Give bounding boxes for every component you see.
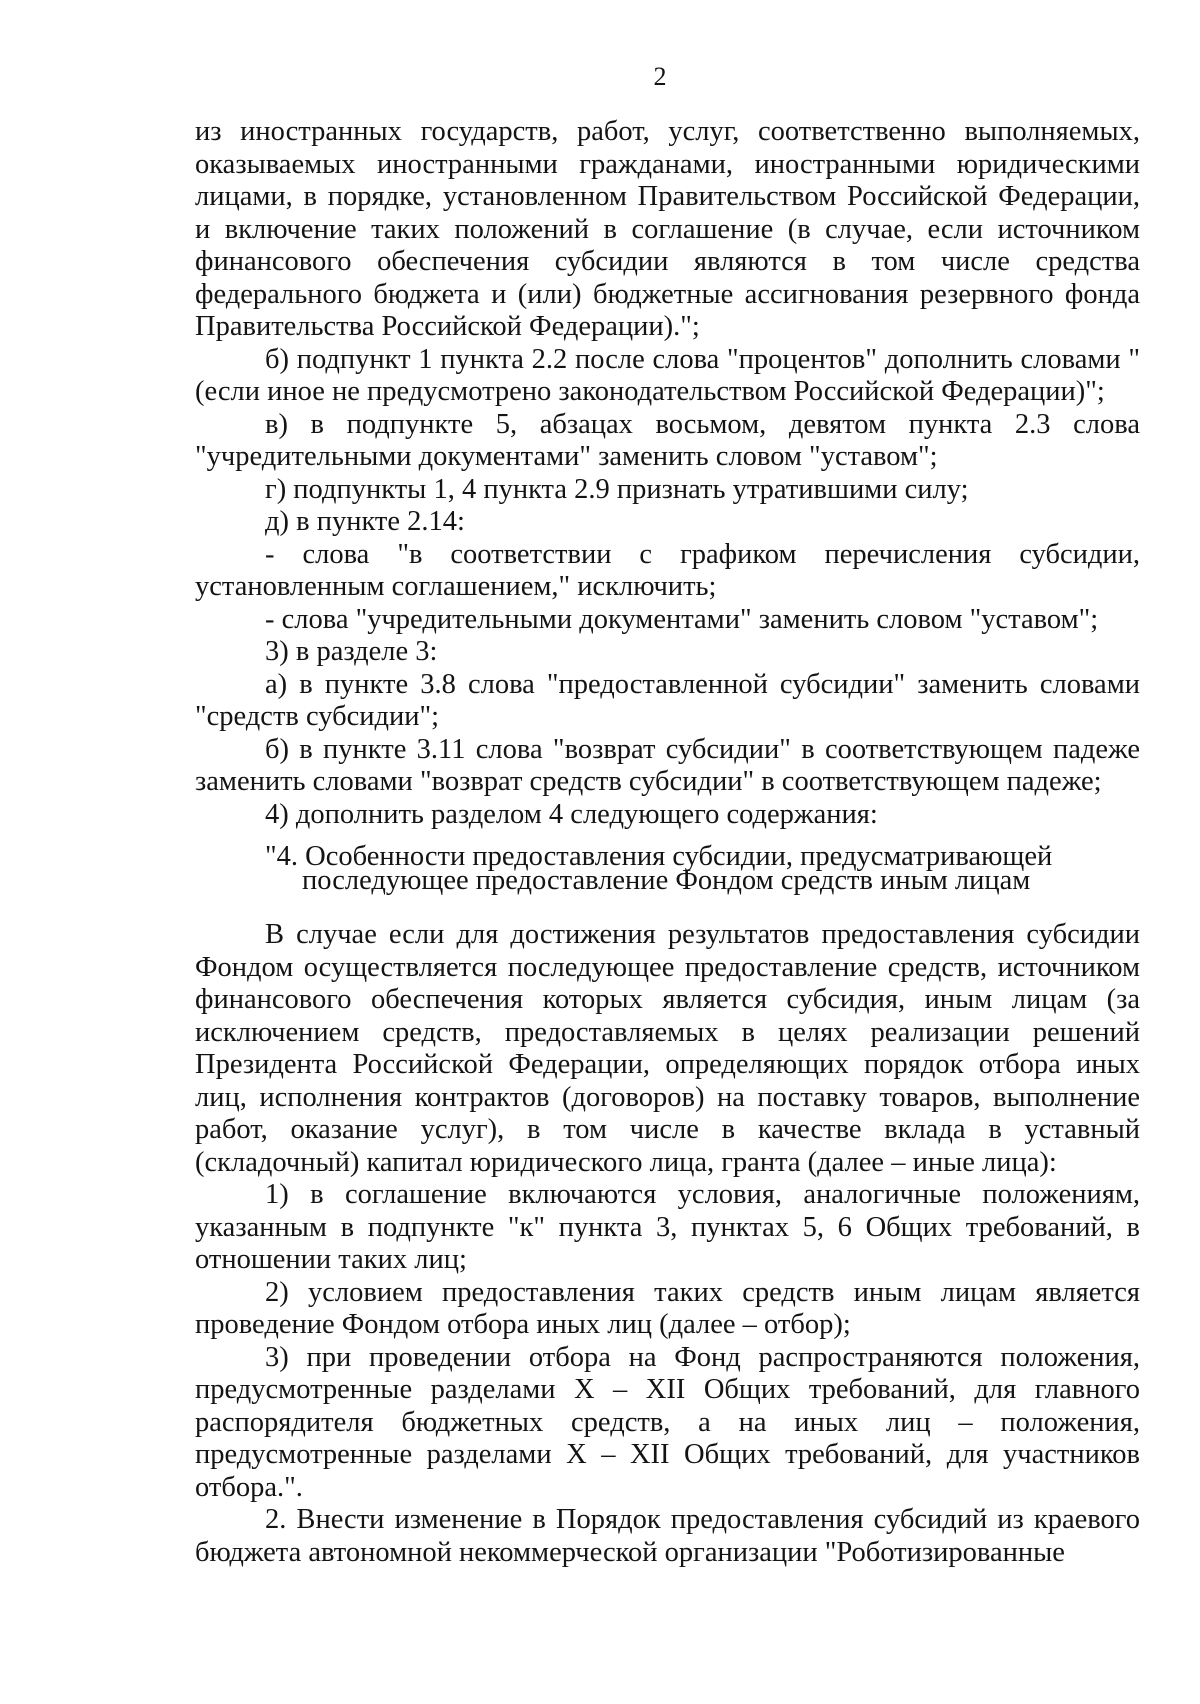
paragraph-continuation: из иностранных государств, работ, услуг, соответственно выполняемых, оказываемых иностранными гражданами, иностранными юридическими лицами, в порядке, установленном Правительством Российской Федерации, и включение таких положений в соглашение (в случае, если источником финансового обеспечения субсидии являются в том числе средства федерального бюджета и (или) бюджетные ассигнования резервного фонда Правительства Российской Федерации)."; — [195, 116, 1140, 342]
paragraph-item-d: д) в пункте 2.14: — [265, 506, 465, 537]
paragraph-dash-1: - слова "в соответствии с графиком перечисления субсидии, установленным соглашением," исключить; — [195, 538, 1140, 602]
page-number: 2 — [653, 62, 667, 91]
section-heading — [195, 841, 1140, 896]
paragraph-item-a: а) в пункте 3.8 слова "предоставленной субсидии" заменить словами "средств субсидии"; — [195, 668, 1140, 732]
paragraph-section4-item-3: 3) при проведении отбора на Фонд распространяются положения, предусмотренные разделами X – XII Общих требований, для главного распорядителя бюджетных средств, а на иных лиц – положения, предусмотренные разделами X – XII Общих требований, для участников отбора.". — [195, 1341, 1140, 1503]
paragraph-section4-item-1: 1) в соглашение включаются условия, аналогичные положениям, указанным в подпункте "к" пункта 3, пунктах 5, 6 Общих требований, в отношении таких лиц; — [195, 1179, 1140, 1275]
paragraph-item-b2: б) в пункте 3.11 слова "возврат субсидии" в соответствующем падеже заменить словами "возврат средств субсидии" в соответствующем падеже; — [195, 733, 1140, 797]
paragraph-item-v: в) в подпункте 5, абзацах восьмом, девятом пункта 2.3 слова "учредительными документами" заменить словом "уставом"; — [195, 408, 1140, 472]
section-heading-line2: последующее предоставление Фондом средств иным лицам — [302, 865, 1031, 896]
document-body — [195, 116, 1140, 1569]
paragraph-item-2-amendment: 2. Внести изменение в Порядок предоставления субсидий из краевого бюджета автономной некоммерческой организации "Роботизированные — [195, 1504, 1140, 1568]
paragraph-item-3: 3) в разделе 3: — [265, 636, 438, 667]
paragraph-section4-item-2: 2) условием предоставления таких средств иным лицам является проведение Фондом отбора иных лиц (далее – отбор); — [195, 1276, 1140, 1340]
paragraph-item-b: б) подпункт 1 пункта 2.2 после слова "процентов" дополнить словами "(если иное не предусмотрено законодательством Российской Федерации)"; — [195, 343, 1140, 407]
paragraph-item-g: г) подпункты 1, 4 пункта 2.9 признать утратившими силу; — [265, 473, 969, 505]
paragraph-dash-2: - слова "учредительными документами" заменить словом "уставом"; — [265, 603, 1099, 635]
section-heading-line1: "4. Особенности предоставления субсидии, предусматривающей — [265, 841, 1053, 872]
paragraph-section4-intro: В случае если для достижения результатов предоставления субсидии Фондом осуществляется последующее предоставление средств, источником финансового обеспечения которых является субсидия, иным лицам (за исключением средств, предоставляемых в целях реализации решений Президента Российской Федерации, определяющих порядок отбора иных лиц, исполнения контрактов (договоров) на поставку товаров, выполнение работ, оказание услуг), в том числе в качестве вклада в уставный (складочный) капитал юридического лица, гранта (далее – иные лица): — [195, 919, 1140, 1178]
paragraph-item-4: 4) дополнить разделом 4 следующего содержания: — [265, 798, 878, 830]
